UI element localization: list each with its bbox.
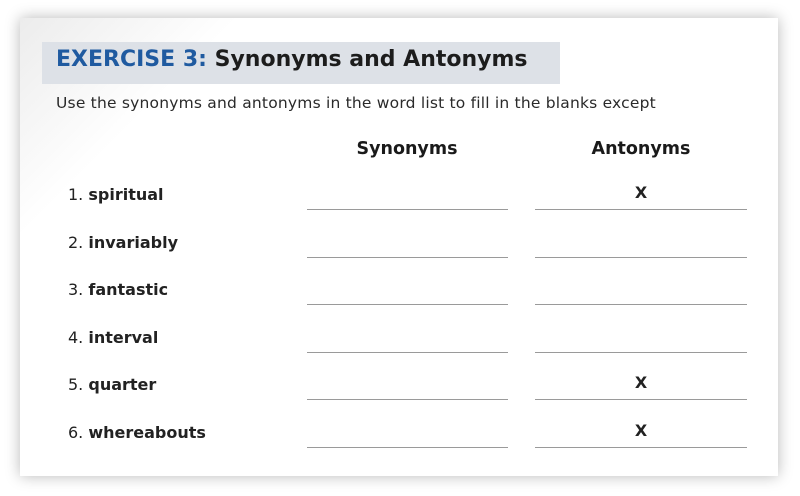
item-word: invariably (88, 233, 178, 252)
exercise-row-4 (20, 328, 778, 375)
item-word: interval (88, 328, 159, 347)
item-label (68, 423, 206, 442)
item-word: quarter (88, 375, 157, 394)
exercise-title-text: Synonyms and Antonyms (214, 47, 528, 72)
exercise-row-1 (20, 185, 778, 232)
synonym-blank[interactable] (307, 352, 508, 353)
item-number: 4. (68, 328, 84, 347)
exercise-title (56, 47, 528, 72)
exercise-label: EXERCISE 3: (56, 47, 207, 72)
synonyms-column-header: Synonyms (356, 139, 458, 159)
item-number: 6. (68, 423, 84, 442)
antonym-blank[interactable] (535, 257, 747, 258)
synonym-blank[interactable] (307, 447, 508, 448)
item-word: fantastic (88, 280, 169, 299)
antonym-blank[interactable] (535, 352, 747, 353)
item-number: 2. (68, 233, 84, 252)
antonym-mark: X (634, 183, 648, 202)
item-label (68, 280, 168, 299)
item-number: 1. (68, 185, 84, 204)
antonyms-column-header: Antonyms (591, 139, 691, 159)
antonym-blank[interactable] (535, 399, 747, 400)
exercise-row-3 (20, 280, 778, 327)
antonym-blank[interactable] (535, 304, 747, 305)
exercise-row-6 (20, 423, 778, 470)
worksheet-page (20, 18, 778, 476)
exercise-row-2 (20, 233, 778, 280)
item-number: 5. (68, 375, 84, 394)
item-label (68, 328, 158, 347)
item-word: whereabouts (88, 423, 206, 442)
antonym-blank[interactable] (535, 209, 747, 210)
synonym-blank[interactable] (307, 304, 508, 305)
synonym-blank[interactable] (307, 209, 508, 210)
instructions: Use the synonyms and antonyms in the word list to fill in the blanks except (56, 94, 656, 112)
antonym-blank[interactable] (535, 447, 747, 448)
synonym-blank[interactable] (307, 257, 508, 258)
item-label (68, 233, 178, 252)
item-word: spiritual (88, 185, 164, 204)
antonym-mark: X (634, 421, 648, 440)
synonym-blank[interactable] (307, 399, 508, 400)
antonym-mark: X (634, 373, 648, 392)
item-label (68, 375, 156, 394)
exercise-row-5 (20, 375, 778, 422)
item-number: 3. (68, 280, 84, 299)
item-label (68, 185, 164, 204)
